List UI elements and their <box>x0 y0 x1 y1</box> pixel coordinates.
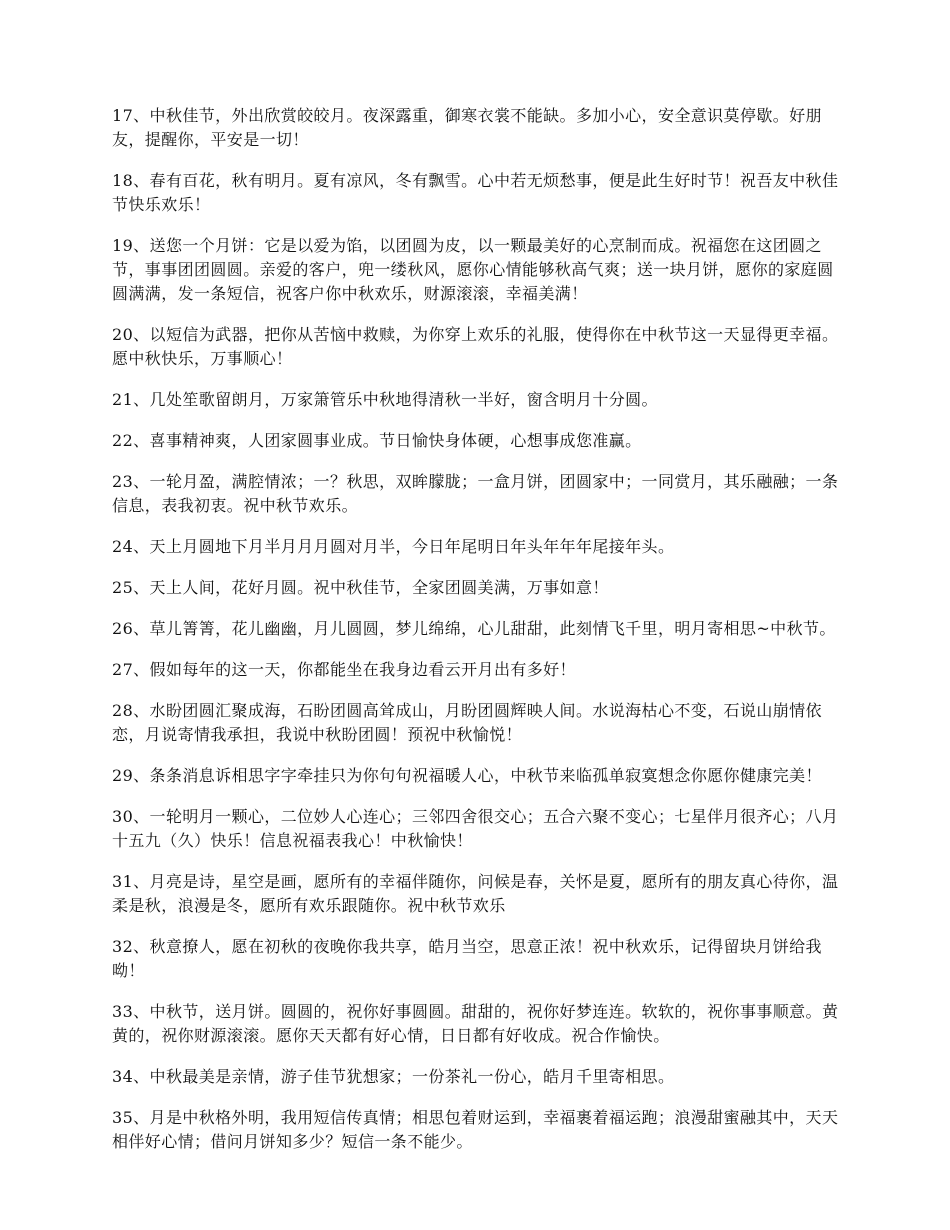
greeting-entry-28: 28、水盼团圆汇聚成海，石盼团圆高耸成山，月盼团圆辉映人间。水说海枯心不变，石说山崩情依恋，月说寄情我承担，我说中秋盼团圆！预祝中秋愉悦！ <box>112 701 822 744</box>
greeting-entry-18: 18、春有百花，秋有明月。夏有凉风，冬有飘雪。心中若无烦愁事，便是此生好时节！祝吾友中秋佳节快乐欢乐！ <box>112 171 839 214</box>
greeting-entry-33: 33、中秋节，送月饼。圆圆的，祝你好事圆圆。甜甜的，祝你好梦连连。软软的，祝你事事顺意。黄黄的，祝你财源滚滚。愿你天天都有好心情，日日都有好收成。祝合作愉快。 <box>112 1002 839 1045</box>
greeting-entry-35: 35、月是中秋格外明，我用短信传真情；相思包着财运到，幸福裹着福运跑；浪漫甜蜜融其中，天天相伴好心情；借问月饼知多少？短信一条不能少。 <box>112 1108 839 1151</box>
greeting-entry-32: 32、秋意撩人，愿在初秋的夜晚你我共享，皓月当空，思意正浓！祝中秋欢乐，记得留块月饼给我呦！ <box>112 937 822 980</box>
greeting-entry-29: 29、条条消息诉相思字字牵挂只为你句句祝福暖人心，中秋节来临孤单寂寞想念你愿你健康完美！ <box>112 766 822 785</box>
greeting-entry-20: 20、以短信为武器，把你从苦恼中救赎，为你穿上欢乐的礼服，使得你在中秋节这一天显得更幸福。愿中秋快乐，万事顺心！ <box>112 325 839 368</box>
greeting-entry-31: 31、月亮是诗，星空是画，愿所有的幸福伴随你，问候是春，关怀是夏，愿所有的朋友真心待你，温柔是秋，浪漫是冬，愿所有欢乐跟随你。祝中秋节欢乐 <box>112 872 839 915</box>
document-page <box>112 104 845 1171</box>
greeting-entry-19: 19、送您一个月饼：它是以爱为馅，以团圆为皮，以一颗最美好的心烹制而成。祝福您在这团圆之节，事事团团圆圆。亲爱的客户，兜一缕秋风，愿你心情能够秋高气爽；送一块月饼，愿你的家庭圆圆满满，发一条短信，祝客户你中秋欢乐，财源滚滚，幸福美满！ <box>112 236 834 303</box>
greeting-entry-22: 22、喜事精神爽，人团家圆事业成。节日愉快身体硬，心想事成您准赢。 <box>112 431 642 450</box>
greeting-entry-26: 26、草儿箐箐，花儿幽幽，月儿圆圆，梦儿绵绵，心儿甜甜，此刻情飞千里，明月寄相思~中秋节。 <box>112 619 836 638</box>
greeting-entry-21: 21、几处笙歌留朗月，万家箫管乐中秋地得清秋一半好，窗含明月十分圆。 <box>112 390 658 409</box>
greeting-entry-24: 24、天上月圆地下月半月月月圆对月半，今日年尾明日年头年年年尾接年头。 <box>112 537 675 556</box>
greeting-entry-23: 23、一轮月盈，满腔情浓；一？秋思，双眸朦胧；一盒月饼，团圆家中；一同赏月，其乐融融；一条信息，表我初衷。祝中秋节欢乐。 <box>112 472 839 515</box>
greeting-entry-25: 25、天上人间，花好月圆。祝中秋佳节，全家团圆美满，万事如意！ <box>112 578 609 597</box>
greeting-entry-17: 17、中秋佳节，外出欣赏皎皎月。夜深露重，御寒衣裳不能缺。多加小心，安全意识莫停歇。好朋友，提醒你，平安是一切！ <box>112 106 822 149</box>
greeting-entry-27: 27、假如每年的这一天，你都能坐在我身边看云开月出有多好！ <box>112 660 576 679</box>
greeting-entry-30: 30、一轮明月一颗心，二位妙人心连心；三邻四舍很交心；五合六聚不变心；七星伴月很齐心；八月十五九（久）快乐！信息祝福表我心！中秋愉快！ <box>112 807 839 850</box>
greeting-entry-34: 34、中秋最美是亲情，游子佳节犹想家；一份茶礼一份心，皓月千里寄相思。 <box>112 1067 675 1086</box>
